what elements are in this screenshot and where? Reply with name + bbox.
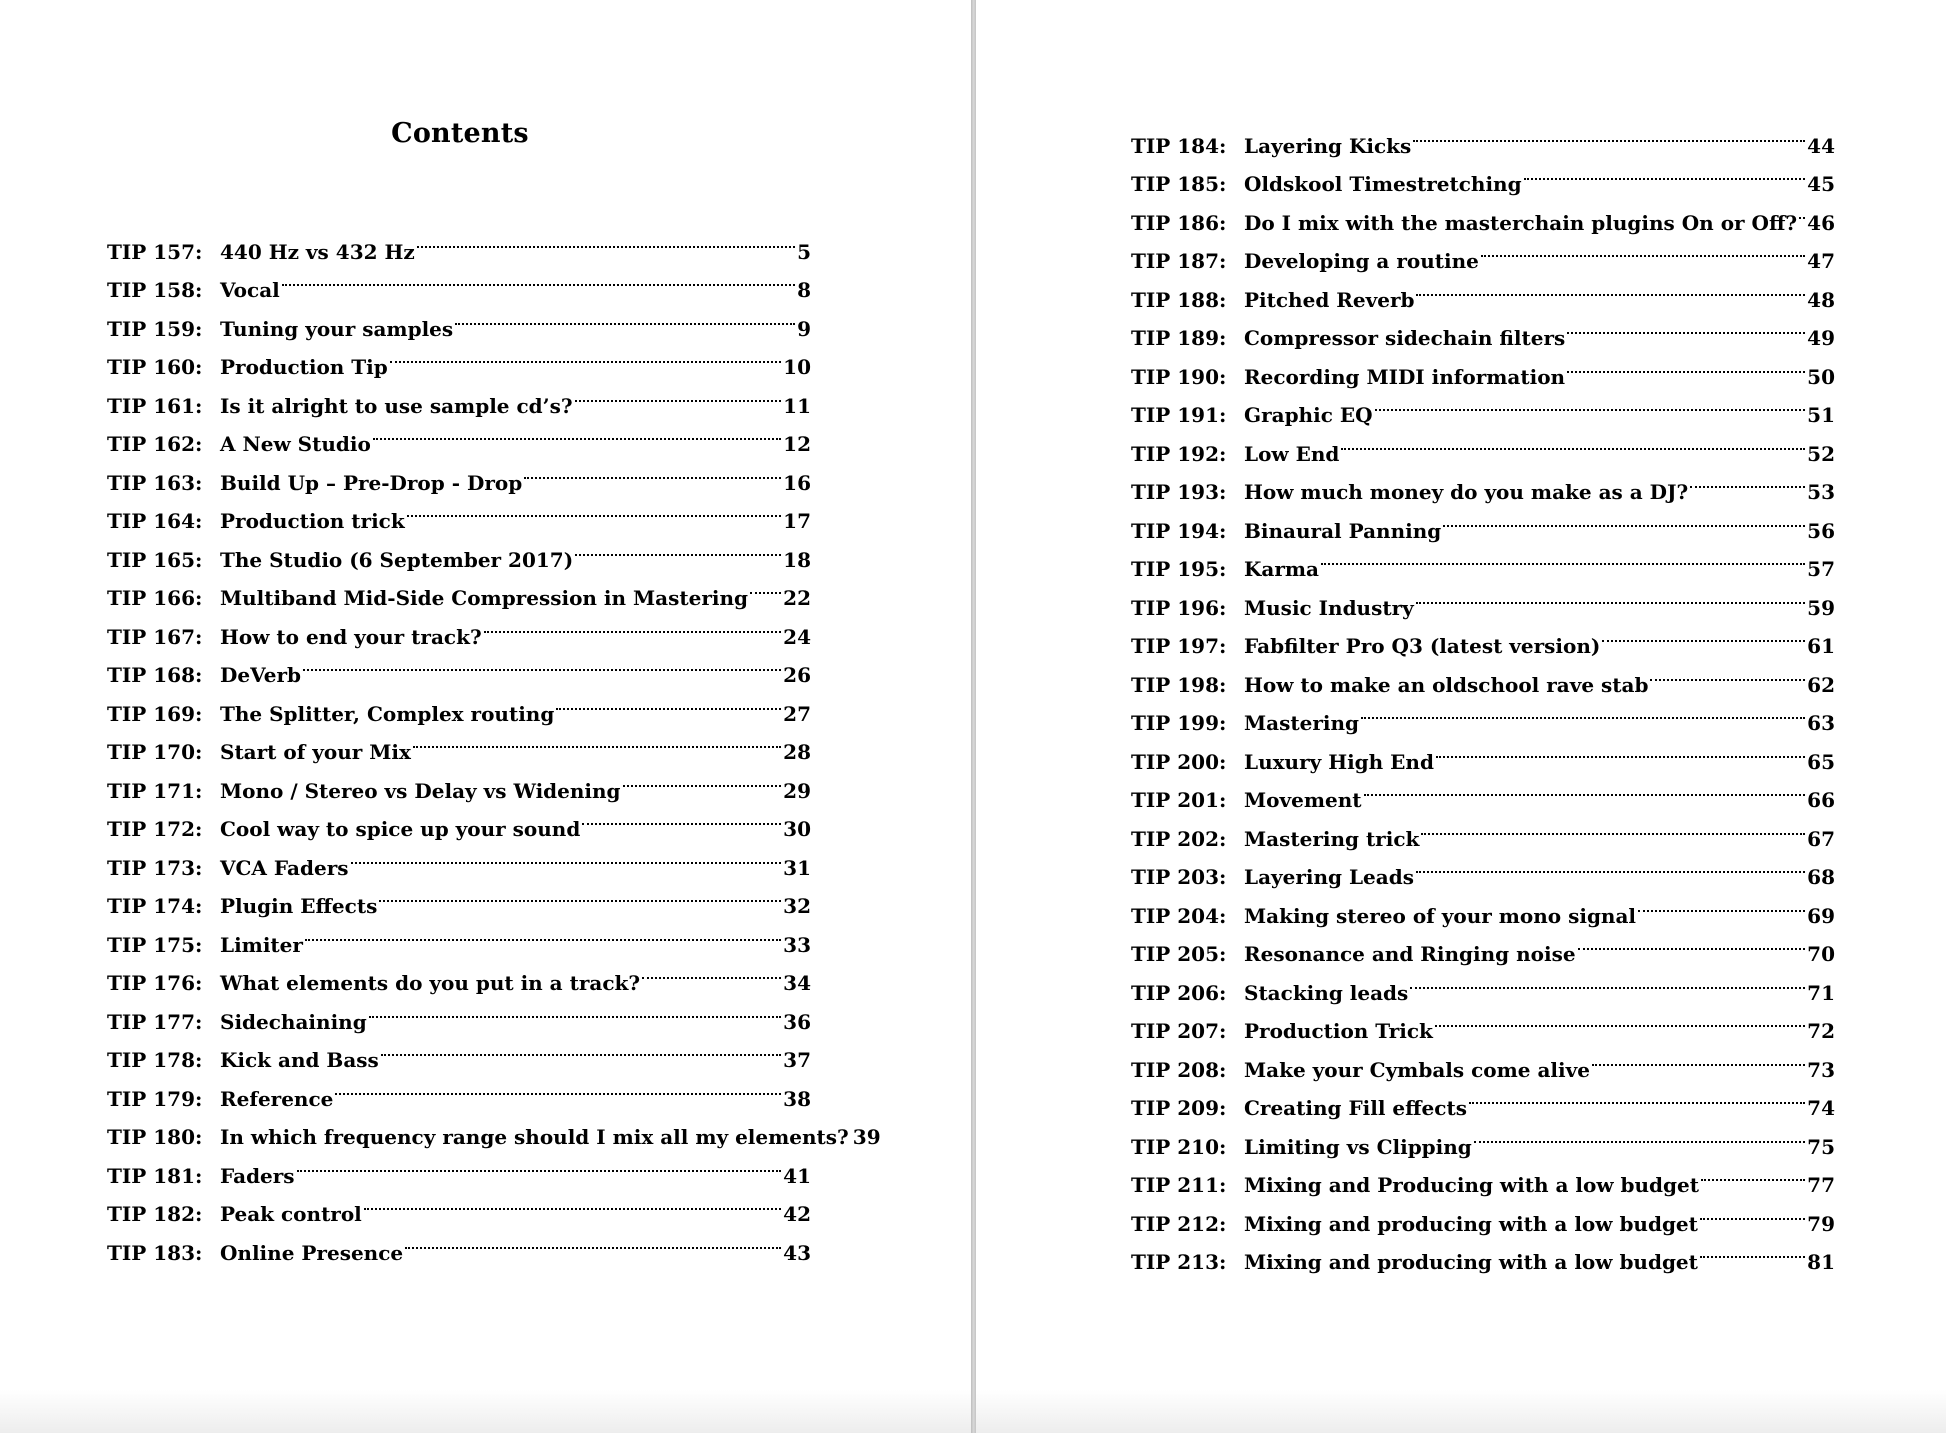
- toc-page-number: 42: [783, 1202, 811, 1226]
- toc-dot-leader: [750, 567, 781, 606]
- toc-tip-number: TIP 212:: [1131, 1211, 1227, 1236]
- toc-page-number: 41: [783, 1163, 811, 1188]
- toc-page-number: 34: [783, 971, 811, 995]
- toc-dot-leader: [1799, 191, 1805, 230]
- toc-tip-number: TIP 199:: [1131, 711, 1227, 735]
- toc-page-number: 66: [1807, 788, 1835, 812]
- toc-list-right: [1131, 114, 1835, 1274]
- toc-entry-title: Kick and Bass: [220, 1048, 379, 1072]
- toc-page-number: 81: [1807, 1250, 1835, 1274]
- toc-page-number: 16: [783, 470, 811, 495]
- toc-tip-number: TIP 202:: [1131, 826, 1227, 851]
- toc-page-number: 44: [1807, 133, 1835, 158]
- toc-dot-leader: [1524, 153, 1806, 192]
- toc-dot-leader: [390, 336, 781, 375]
- toc-tip-number: TIP 174:: [107, 894, 203, 918]
- contents-title: Contents: [391, 118, 529, 149]
- toc-tip-number: TIP 166:: [107, 586, 203, 610]
- toc-dot-leader: [1435, 1000, 1805, 1039]
- toc-tip-number: TIP 160:: [107, 355, 203, 379]
- toc-tip-number: TIP 207:: [1131, 1019, 1227, 1043]
- toc-entry-title: In which frequency range should I mix all my elements?: [220, 1125, 849, 1149]
- toc-page-number: 32: [783, 894, 811, 918]
- toc-entry-title: What elements do you put in a track?: [220, 971, 641, 995]
- toc-dot-leader: [407, 490, 781, 529]
- toc-page-number: 71: [1807, 980, 1835, 1005]
- toc-tip-number: TIP 163:: [107, 470, 203, 495]
- toc-tip-number: TIP 188:: [1131, 287, 1227, 312]
- toc-tip-number: TIP 184:: [1131, 133, 1227, 158]
- toc-tip-number: TIP 191:: [1131, 403, 1227, 427]
- toc-entry-title: Faders: [220, 1163, 295, 1188]
- toc-entry-title: Start of your Mix: [220, 740, 411, 764]
- toc-entry-title: VCA Faders: [220, 855, 349, 880]
- toc-page-number: 10: [783, 355, 811, 379]
- toc-entry-title: How much money do you make as a DJ?: [1244, 480, 1689, 504]
- toc-page-number: 29: [783, 778, 811, 803]
- toc-dot-leader: [1361, 692, 1805, 731]
- toc-tip-number: TIP 197:: [1131, 634, 1227, 658]
- toc-tip-number: TIP 186:: [1131, 210, 1227, 235]
- toc-page-number: 50: [1807, 364, 1835, 389]
- toc-page-number: 59: [1807, 595, 1835, 620]
- toc-page-number: 57: [1807, 557, 1835, 581]
- toc-dot-leader: [575, 374, 782, 413]
- toc-entry-title: Vocal: [220, 278, 280, 302]
- toc-dot-leader: [1421, 807, 1805, 846]
- toc-dot-leader: [524, 451, 781, 490]
- toc-page-number: 5: [797, 239, 811, 264]
- toc-tip-number: TIP 203:: [1131, 865, 1227, 889]
- toc-tip-number: TIP 183:: [107, 1240, 203, 1265]
- toc-entry-title: Making stereo of your mono signal: [1244, 903, 1637, 928]
- toc-entry-title: DeVerb: [220, 663, 301, 687]
- toc-entry-title: How to make an oldschool rave stab: [1244, 672, 1649, 697]
- toc-dot-leader: [1701, 1154, 1805, 1193]
- toc-dot-leader: [413, 721, 781, 760]
- toc-entry-title: Reference: [220, 1086, 334, 1111]
- toc-page-number: 68: [1807, 865, 1835, 889]
- toc-dot-leader: [1341, 422, 1805, 461]
- toc-tip-number: TIP 162:: [107, 432, 203, 456]
- toc-tip-number: TIP 157:: [107, 239, 203, 264]
- toc-page-number: 37: [783, 1048, 811, 1072]
- toc-page-number: 63: [1807, 711, 1835, 735]
- toc-entry-title: Make your Cymbals come alive: [1244, 1057, 1590, 1082]
- toc-page-number: 30: [783, 817, 811, 841]
- toc-entry-title: Pitched Reverb: [1244, 287, 1415, 312]
- toc-page-number: 39: [852, 1125, 881, 1149]
- toc-dot-leader: [1443, 499, 1805, 538]
- toc-dot-leader: [373, 413, 781, 452]
- toc-page-number: 72: [1807, 1019, 1835, 1043]
- toc-tip-number: TIP 158:: [107, 278, 203, 302]
- toc-dot-leader: [1650, 653, 1805, 692]
- toc-page-number: 18: [783, 547, 811, 572]
- toc-tip-number: TIP 169:: [107, 701, 203, 726]
- toc-entry-title: Online Presence: [220, 1240, 404, 1265]
- toc-tip-number: TIP 185:: [1131, 172, 1227, 196]
- toc-page-number: 46: [1807, 210, 1835, 235]
- toc-tip-number: TIP 167:: [107, 624, 203, 649]
- toc-entry-title: Multiband Mid-Side Compression in Mastering: [220, 586, 748, 610]
- toc-dot-leader: [379, 875, 781, 914]
- toc-tip-number: TIP 172:: [107, 817, 203, 841]
- toc-entry-title: Graphic EQ: [1244, 403, 1373, 427]
- toc-tip-number: TIP 164:: [107, 509, 203, 533]
- toc-page-number: 79: [1807, 1211, 1835, 1236]
- toc-page-number: 61: [1807, 634, 1835, 658]
- toc-entry[interactable]: [1131, 114, 1835, 158]
- toc-tip-number: TIP 192:: [1131, 441, 1227, 466]
- toc-entry-title: Mixing and Producing with a low budget: [1244, 1173, 1699, 1197]
- toc-list-left: [107, 220, 881, 1265]
- toc-dot-leader: [381, 1029, 781, 1068]
- toc-tip-number: TIP 213:: [1131, 1250, 1227, 1274]
- toc-dot-leader: [303, 644, 781, 683]
- toc-entry-title: Mixing and producing with a low budget: [1244, 1211, 1698, 1236]
- toc-page-number: 73: [1807, 1057, 1835, 1082]
- toc-page-number: 43: [783, 1240, 811, 1265]
- toc-entry[interactable]: [107, 220, 811, 264]
- toc-entry-title: Fabfilter Pro Q3 (latest version): [1244, 634, 1601, 658]
- toc-entry-title: Build Up – Pre-Drop - Drop: [220, 470, 523, 495]
- toc-tip-number: TIP 195:: [1131, 557, 1227, 581]
- toc-page-number: 12: [783, 432, 811, 456]
- toc-tip-number: TIP 180:: [107, 1125, 203, 1149]
- toc-tip-number: TIP 177:: [107, 1009, 203, 1034]
- toc-page-number: 33: [783, 932, 811, 957]
- toc-entry-title: Do I mix with the masterchain plugins On or Off?: [1244, 210, 1798, 235]
- toc-dot-leader: [1592, 1038, 1805, 1077]
- toc-tip-number: TIP 179:: [107, 1086, 203, 1111]
- toc-page-number: 47: [1807, 249, 1835, 273]
- toc-dot-leader: [1474, 1115, 1805, 1154]
- toc-dot-leader: [1321, 538, 1805, 577]
- toc-dot-leader: [575, 528, 781, 567]
- toc-page-number: 31: [783, 855, 811, 880]
- toc-entry-title: Creating Fill effects: [1244, 1096, 1467, 1120]
- toc-page-number: 17: [783, 509, 811, 533]
- toc-entry-title: The Splitter, Complex routing: [220, 701, 555, 726]
- toc-dot-leader: [1700, 1231, 1805, 1270]
- toc-dot-leader: [1700, 1192, 1805, 1231]
- toc-page-number: 74: [1807, 1096, 1835, 1120]
- toc-entry-title: Compressor sidechain filters: [1244, 326, 1566, 350]
- toc-page-number: 56: [1807, 518, 1835, 543]
- toc-page-number: 24: [783, 624, 811, 649]
- toc-entry-title: 440 Hz vs 432 Hz: [220, 239, 415, 264]
- toc-page-number: 9: [797, 316, 811, 341]
- toc-entry-title: Low End: [1244, 441, 1340, 466]
- toc-dot-leader: [305, 913, 781, 952]
- toc-dot-leader: [1602, 615, 1805, 654]
- toc-entry-title: How to end your track?: [220, 624, 482, 649]
- toc-dot-leader: [623, 759, 782, 798]
- toc-entry-title: Production Trick: [1244, 1019, 1433, 1043]
- toc-dot-leader: [1578, 923, 1806, 962]
- toc-entry-title: Layering Leads: [1244, 865, 1414, 889]
- toc-entry-title: Karma: [1244, 557, 1319, 581]
- left-page: [0, 0, 971, 1433]
- toc-entry-title: Resonance and Ringing noise: [1244, 942, 1576, 966]
- toc-dot-leader: [1481, 230, 1805, 269]
- toc-dot-leader: [1364, 769, 1806, 808]
- toc-page-number: 67: [1807, 826, 1835, 851]
- toc-tip-number: TIP 196:: [1131, 595, 1227, 620]
- toc-dot-leader: [582, 798, 781, 837]
- toc-page-number: 65: [1807, 749, 1835, 774]
- toc-dot-leader: [405, 1221, 781, 1260]
- toc-tip-number: TIP 171:: [107, 778, 203, 803]
- toc-dot-leader: [1690, 461, 1805, 500]
- toc-page-number: 49: [1807, 326, 1835, 350]
- toc-dot-leader: [1469, 1077, 1805, 1116]
- toc-tip-number: TIP 201:: [1131, 788, 1227, 812]
- toc-dot-leader: [364, 1183, 781, 1222]
- toc-tip-number: TIP 178:: [107, 1048, 203, 1072]
- toc-tip-number: TIP 170:: [107, 740, 203, 764]
- toc-dot-leader: [642, 952, 781, 991]
- toc-entry-title: Recording MIDI information: [1244, 364, 1566, 389]
- toc-entry-title: Sidechaining: [220, 1009, 367, 1034]
- toc-dot-leader: [297, 1144, 782, 1183]
- toc-page-number: 51: [1807, 403, 1835, 427]
- toc-entry-title: Luxury High End: [1244, 749, 1434, 774]
- toc-tip-number: TIP 182:: [107, 1202, 203, 1226]
- toc-dot-leader: [1416, 268, 1805, 307]
- toc-entry-title: Developing a routine: [1244, 249, 1479, 273]
- toc-dot-leader: [1413, 114, 1805, 153]
- toc-tip-number: TIP 206:: [1131, 980, 1227, 1005]
- toc-tip-number: TIP 189:: [1131, 326, 1227, 350]
- toc-page-number: 69: [1807, 903, 1835, 928]
- toc-tip-number: TIP 211:: [1131, 1173, 1227, 1197]
- toc-tip-number: TIP 176:: [107, 971, 203, 995]
- toc-page-number: 75: [1807, 1134, 1835, 1159]
- toc-page-number: 52: [1807, 441, 1835, 466]
- toc-page-number: 38: [783, 1086, 811, 1111]
- toc-entry-title: Is it alright to use sample cd’s?: [220, 393, 573, 418]
- toc-dot-leader: [1567, 307, 1805, 346]
- toc-tip-number: TIP 190:: [1131, 364, 1227, 389]
- toc-tip-number: TIP 208:: [1131, 1057, 1227, 1082]
- toc-entry-title: Layering Kicks: [1244, 133, 1412, 158]
- toc-entry-title: Cool way to spice up your sound: [220, 817, 581, 841]
- toc-page-number: 70: [1807, 942, 1835, 966]
- toc-entry-title: Limiter: [220, 932, 303, 957]
- toc-dot-leader: [556, 682, 781, 721]
- toc-dot-leader: [1416, 846, 1805, 885]
- toc-entry-title: Mastering: [1244, 711, 1359, 735]
- toc-tip-number: TIP 210:: [1131, 1134, 1227, 1159]
- toc-dot-leader: [1416, 576, 1805, 615]
- toc-page-number: 53: [1807, 480, 1835, 504]
- right-page: [976, 0, 1946, 1433]
- toc-dot-leader: [282, 259, 795, 298]
- toc-tip-number: TIP 161:: [107, 393, 203, 418]
- toc-tip-number: TIP 159:: [107, 316, 203, 341]
- toc-tip-number: TIP 165:: [107, 547, 203, 572]
- toc-dot-leader: [455, 297, 795, 336]
- toc-tip-number: TIP 194:: [1131, 518, 1227, 543]
- toc-dot-leader: [1567, 345, 1805, 384]
- toc-dot-leader: [351, 836, 782, 875]
- toc-page-number: 26: [783, 663, 811, 687]
- toc-dot-leader: [369, 990, 781, 1029]
- toc-dot-leader: [1375, 384, 1806, 423]
- toc-page-number: 62: [1807, 672, 1835, 697]
- toc-tip-number: TIP 193:: [1131, 480, 1227, 504]
- toc-tip-number: TIP 173:: [107, 855, 203, 880]
- toc-dot-leader: [417, 220, 795, 259]
- toc-entry-title: Tuning your samples: [220, 316, 454, 341]
- toc-page-number: 48: [1807, 287, 1835, 312]
- toc-entry-title: Mixing and producing with a low budget: [1244, 1250, 1698, 1274]
- toc-tip-number: TIP 168:: [107, 663, 203, 687]
- toc-tip-number: TIP 205:: [1131, 942, 1227, 966]
- toc-page-number: 45: [1807, 172, 1835, 196]
- toc-tip-number: TIP 175:: [107, 932, 203, 957]
- toc-entry-title: Stacking leads: [1244, 980, 1409, 1005]
- toc-tip-number: TIP 187:: [1131, 249, 1227, 273]
- toc-entry-title: Plugin Effects: [220, 894, 378, 918]
- toc-dot-leader: [335, 1067, 781, 1106]
- toc-entry-title: Music Industry: [1244, 595, 1414, 620]
- toc-entry-title: Mastering trick: [1244, 826, 1420, 851]
- toc-tip-number: TIP 204:: [1131, 903, 1227, 928]
- toc-page-number: 28: [783, 740, 811, 764]
- toc-tip-number: TIP 209:: [1131, 1096, 1227, 1120]
- toc-dot-leader: [1638, 884, 1805, 923]
- toc-dot-leader: [484, 605, 781, 644]
- toc-dot-leader: [1410, 961, 1805, 1000]
- toc-entry-title: A New Studio: [220, 432, 371, 456]
- toc-page-number: 8: [797, 278, 811, 302]
- toc-tip-number: TIP 200:: [1131, 749, 1227, 774]
- toc-dot-leader: [1436, 730, 1805, 769]
- toc-page-number: 11: [783, 393, 811, 418]
- toc-page-number: 36: [783, 1009, 811, 1034]
- toc-entry-title: Oldskool Timestretching: [1244, 172, 1522, 196]
- toc-tip-number: TIP 181:: [107, 1163, 203, 1188]
- toc-entry-title: Peak control: [220, 1202, 362, 1226]
- toc-page-number: 22: [783, 586, 811, 610]
- toc-tip-number: TIP 198:: [1131, 672, 1227, 697]
- toc-entry-title: Production trick: [220, 509, 405, 533]
- toc-entry-title: Production Tip: [220, 355, 388, 379]
- toc-entry-title: Movement: [1244, 788, 1362, 812]
- toc-entry-title: Binaural Panning: [1244, 518, 1442, 543]
- toc-page-number: 27: [783, 701, 811, 726]
- toc-entry-title: Limiting vs Clipping: [1244, 1134, 1472, 1159]
- toc-entry-title: The Studio (6 September 2017): [220, 547, 574, 572]
- toc-page-number: 77: [1807, 1173, 1835, 1197]
- toc-entry-title: Mono / Stereo vs Delay vs Widening: [220, 778, 621, 803]
